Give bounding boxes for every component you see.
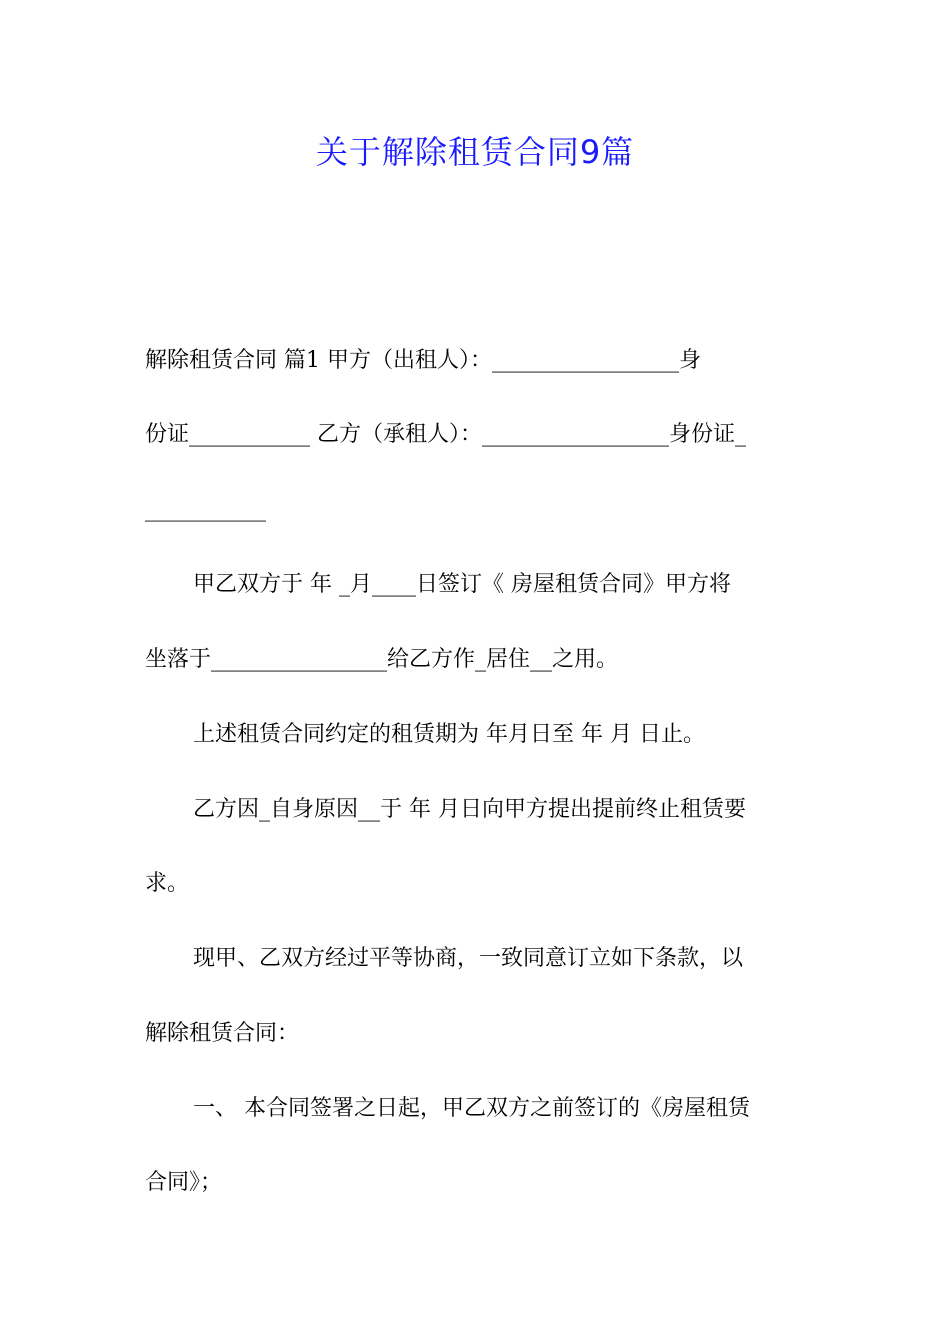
- text-line: 一、 本合同签署之日起，甲乙双方之前签订的《房屋租赁: [193, 1096, 750, 1121]
- text-line: 现甲、乙双方经过平等协商，一致同意订立如下条款，以: [193, 946, 744, 971]
- text-line: 合同》；: [145, 1170, 223, 1195]
- text-line: 甲乙双方于 年 _月____日签订《 房屋租赁合同》甲方将: [193, 572, 731, 597]
- text-line: 解除租赁合同 篇1 甲方（出租人）：_________________身: [145, 348, 701, 373]
- text-line: ___________: [145, 497, 266, 522]
- text-line: 坐落于________________给乙方作_居住__之用。: [145, 647, 619, 672]
- text-line: 求。: [145, 871, 190, 896]
- text-line: 上述租赁合同约定的租赁期为 年月日至 年 月 日止。: [193, 722, 705, 747]
- text-line: 解除租赁合同：: [145, 1021, 300, 1046]
- document-title: 关于解除租赁合同9篇: [315, 133, 635, 171]
- text-line: 份证___________ 乙方（承租人）：_________________身份证_: [145, 422, 746, 447]
- text-line: 乙方因_自身原因__于 年 月日向甲方提出提前终止租赁要: [193, 797, 746, 822]
